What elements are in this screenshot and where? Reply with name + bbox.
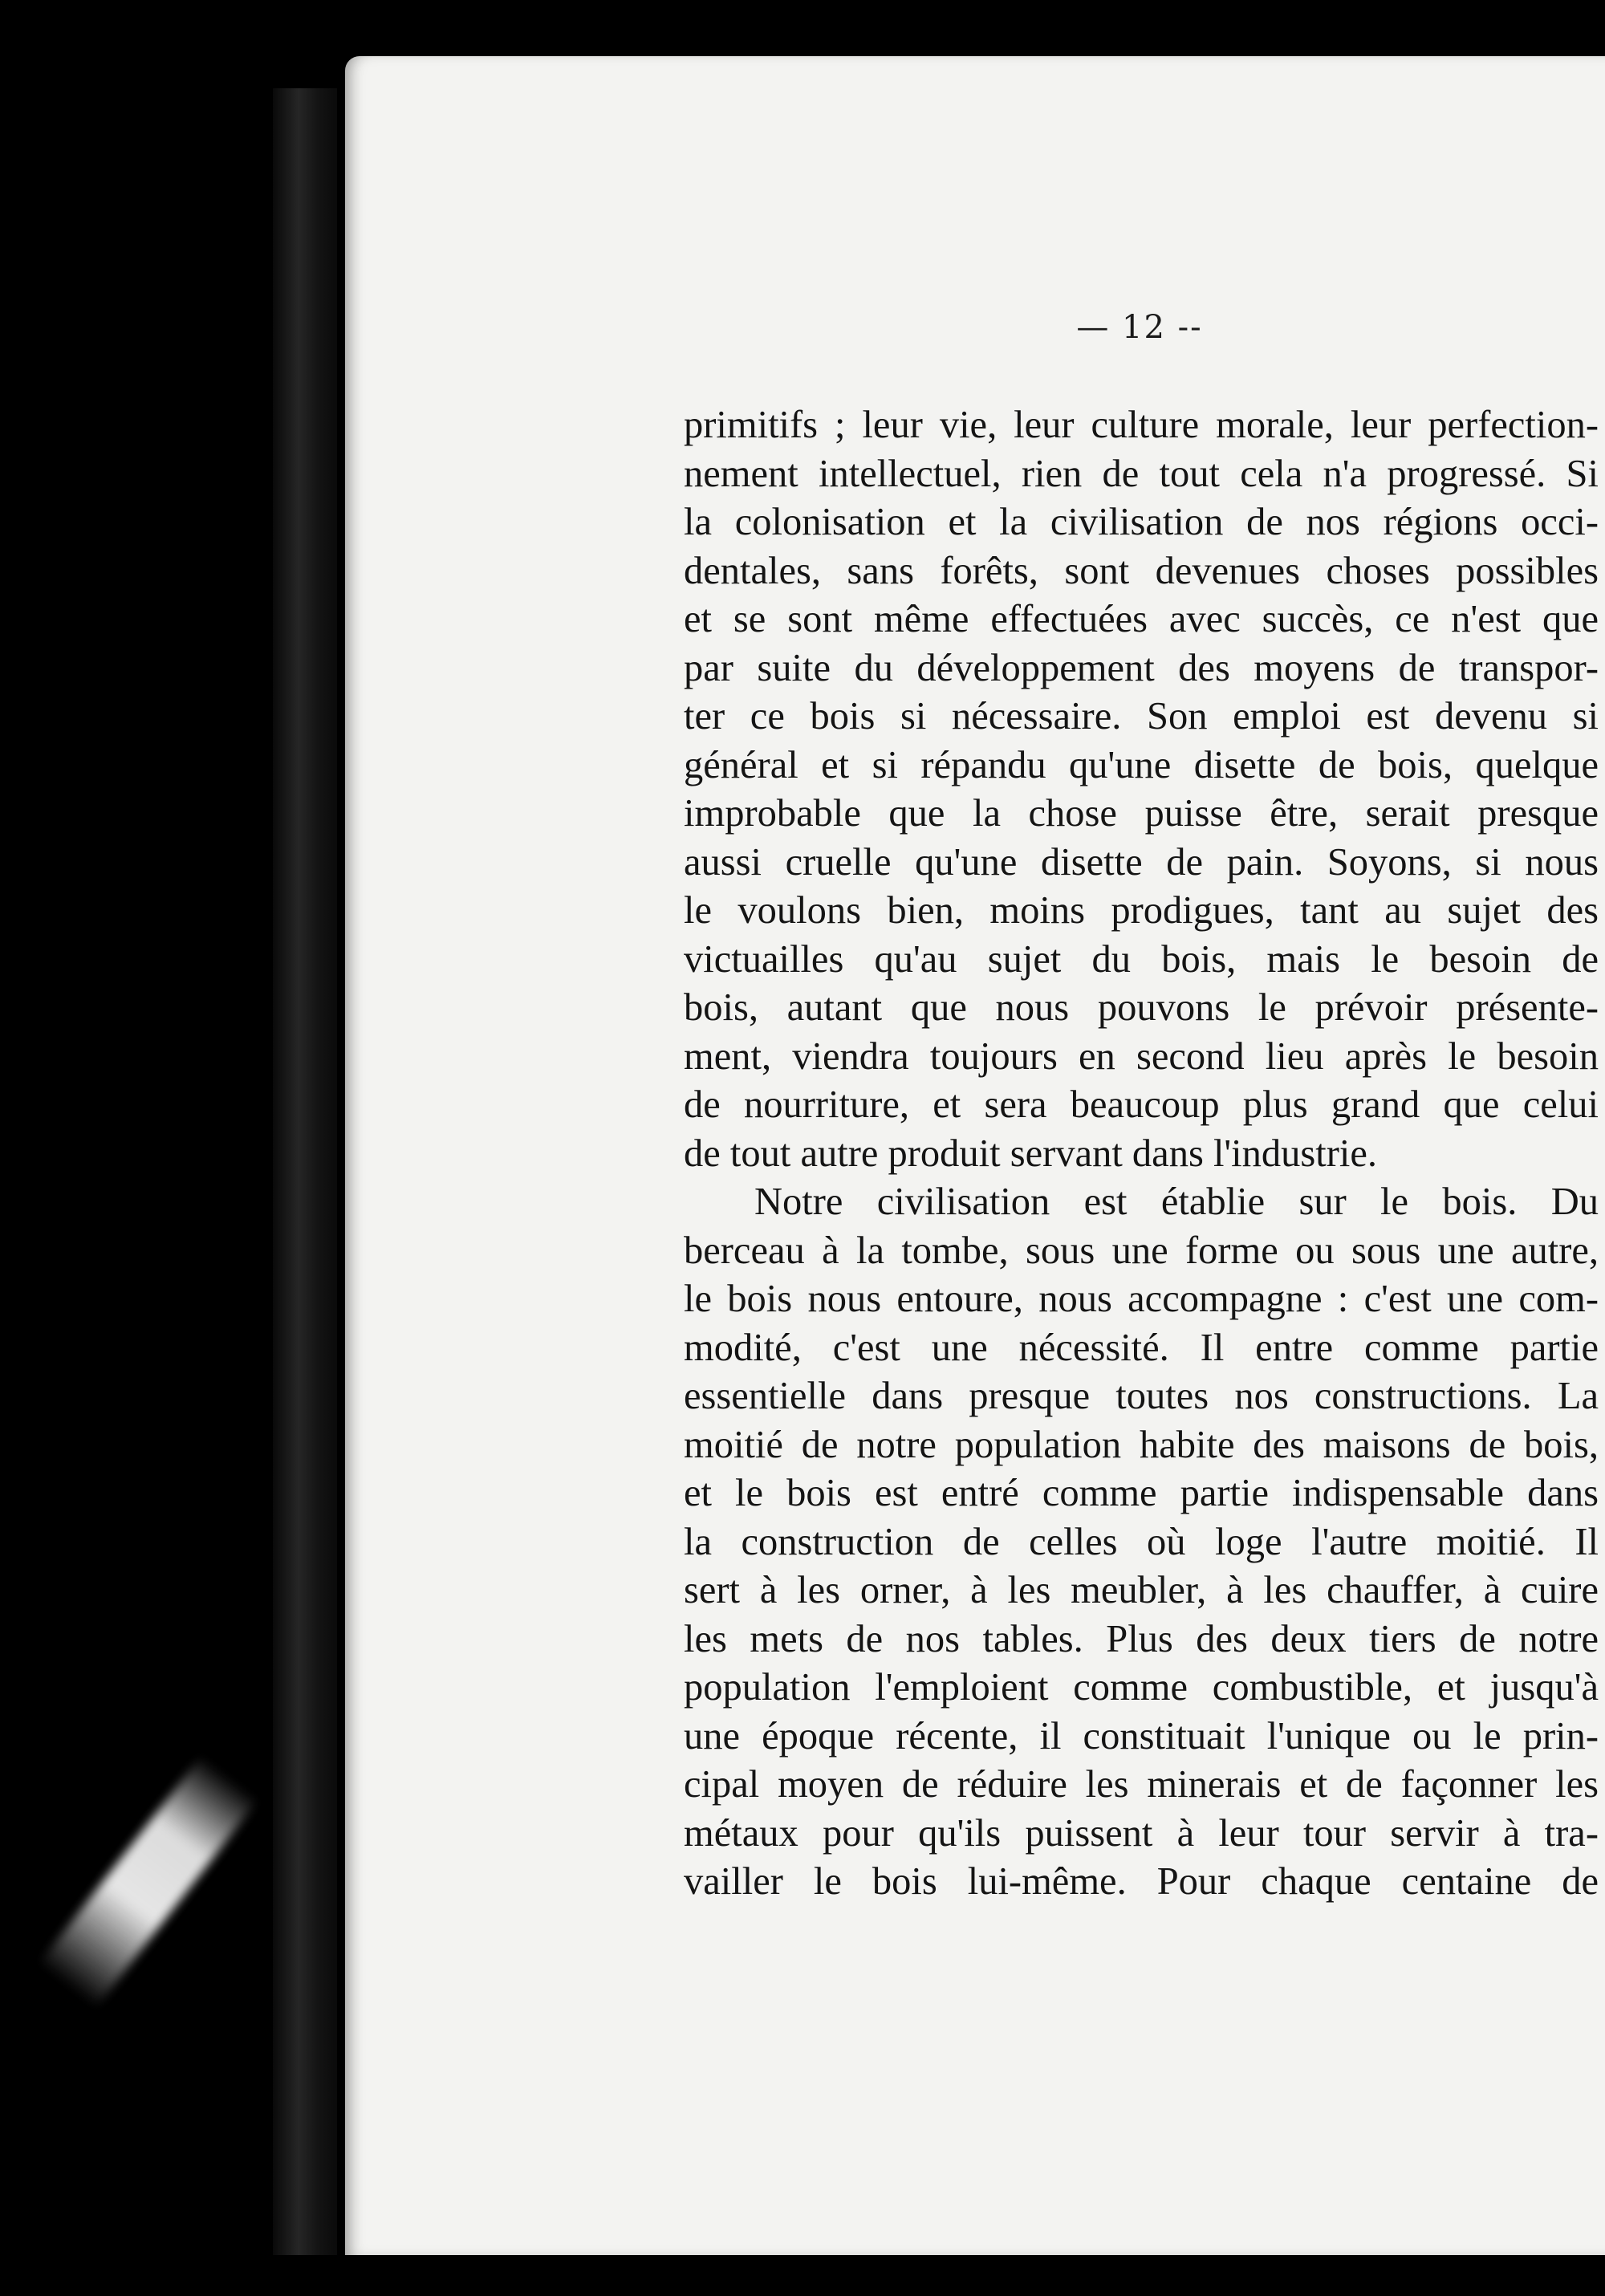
text-line: le voulons bien, moins prodigues, tant au sujet des [684,889,1599,932]
text-line: victuailles qu'au sujet du bois, mais le besoin de [684,937,1599,981]
scan-glare [39,1755,258,2008]
text-line: modité, c'est une nécessité. Il entre comme partie [684,1326,1599,1369]
text-line: général et si répandu qu'une disette de bois, quelque [684,743,1599,786]
text-line: les mets de nos tables. Plus des deux tiers de notre [684,1617,1599,1660]
text-line: métaux pour qu'ils puissent à leur tour servir à tra- [684,1811,1599,1855]
text-line: aussi cruelle qu'une disette de pain. Soyons, si nous [684,840,1599,884]
text-line: la colonisation et la civilisation de nos régions occi- [684,501,1599,543]
text-line: le bois nous entoure, nous accompagne : c'est une com- [684,1278,1599,1320]
text-line: une époque récente, il constituait l'unique ou le prin- [684,1714,1599,1758]
paragraph-2 [684,1178,1599,1907]
text-line: vailler le bois lui-même. Pour chaque centaine de [684,1860,1599,1903]
text-line: primitifs ; leur vie, leur culture morale, leur perfection- [684,404,1599,446]
text-line: Notre civilisation est établie sur le bois. Du [754,1181,1599,1223]
text-line: sert à les orner, à les meubler, à les chauffer, à cuire [684,1569,1599,1611]
text-line: berceau à la tombe, sous une forme ou sous une autre, [684,1229,1599,1272]
text-line: la construction de celles où loge l'autre moitié. Il [684,1520,1599,1563]
text-line: ment, viendra toujours en second lieu après le besoin [684,1034,1599,1078]
page-number: — 12 -- [1076,309,1203,346]
text-line: improbable que la chose puisse être, serait presque [684,792,1599,835]
text-line: population l'emploient comme combustible, et jusqu'à [684,1666,1599,1709]
text-line: et se sont même effectuées avec succès, ce n'est que [684,598,1599,640]
paragraph-1 [684,401,1599,1178]
text-line: bois, autant que nous pouvons le prévoir présente- [684,986,1599,1029]
text-line: ter ce bois si nécessaire. Son emploi est devenu si [684,695,1599,738]
text-line: de tout autre produit servant dans l'industrie. [684,1132,1378,1175]
body-text [684,401,1599,1907]
left-page-edge [273,88,337,2255]
text-line: de nourriture, et sera beaucoup plus grand que celui [684,1083,1599,1126]
text-line: moitié de notre population habite des maisons de bois, [684,1423,1599,1466]
text-line: et le bois est entré comme partie indispensable dans [684,1472,1599,1514]
text-line: dentales, sans forêts, sont devenues choses possibles [684,549,1599,592]
text-line: nement intellectuel, rien de tout cela n'a progressé. Si [684,452,1599,495]
text-line: cipal moyen de réduire les minerais et de façonner les [684,1763,1599,1806]
text-line: essentielle dans presque toutes nos constructions. La [684,1375,1599,1417]
text-line: par suite du développement des moyens de transpor- [684,646,1599,689]
